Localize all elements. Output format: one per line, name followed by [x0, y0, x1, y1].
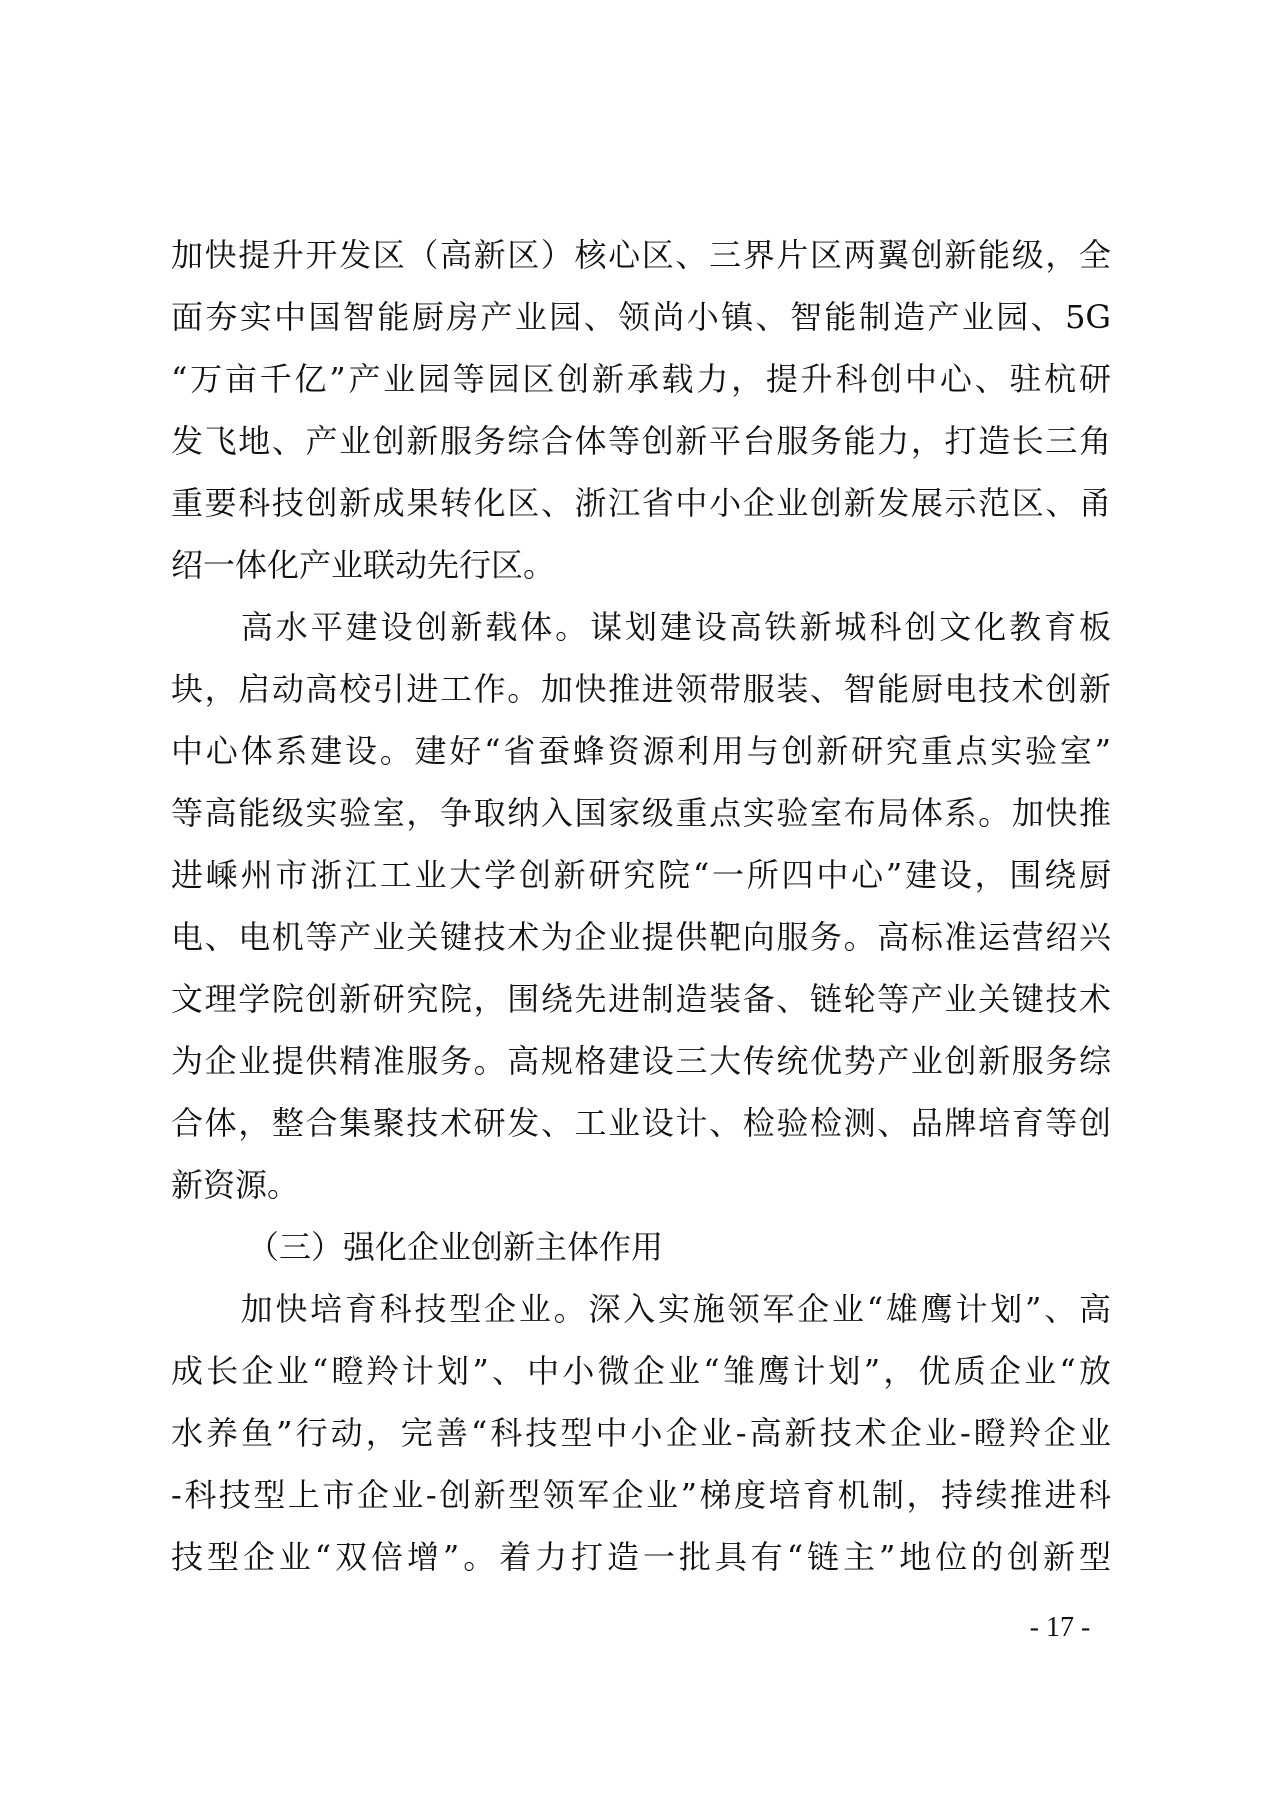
text-line: 等高能级实验室，争取纳入国家级重点实验室布局体系。加快推	[171, 794, 1111, 832]
text-line: 绍一体化产业联动先行区。	[171, 546, 556, 584]
text-line: 发飞地、产业创新服务综合体等创新平台服务能力，打造长三角	[171, 422, 1111, 460]
text-line: 成长企业“瞪羚计划”、中小微企业“雏鹰计划”，优质企业“放	[171, 1352, 1111, 1390]
text-line: 文理学院创新研究院，围绕先进制造装备、链轮等产业关键技术	[171, 980, 1111, 1018]
text-line: 新资源。	[171, 1166, 300, 1204]
text-line: 进嵊州市浙江工业大学创新研究院“一所四中心”建设，围绕厨	[171, 856, 1111, 894]
text-line: 电、电机等产业关键技术为企业提供靶向服务。高标准运营绍兴	[171, 918, 1111, 956]
text-line: -科技型上市企业-创新型领军企业”梯度培育机制，持续推进科	[171, 1476, 1111, 1514]
text-line: 高水平建设创新载体。谋划建设高铁新城科创文化教育板	[171, 608, 1111, 646]
text-line: 合体，整合集聚技术研发、工业设计、检验检测、品牌培育等创	[171, 1104, 1111, 1142]
page-number: - 17 -	[1029, 1612, 1091, 1643]
text-line: 重要科技创新成果转化区、浙江省中小企业创新发展示范区、甬	[171, 484, 1111, 522]
text-line: 面夯实中国智能厨房产业园、领尚小镇、智能制造产业园、5G	[171, 298, 1111, 336]
text-line: 加快培育科技型企业。深入实施领军企业“雄鹰计划”、高	[171, 1290, 1111, 1328]
text-line: 加快提升开发区（高新区）核心区、三界片区两翼创新能级，全	[171, 236, 1111, 274]
text-line: 技型企业“双倍增”。着力打造一批具有“链主”地位的创新型	[171, 1538, 1111, 1576]
text-line: 为企业提供精准服务。高规格建设三大传统优势产业创新服务综	[171, 1042, 1111, 1080]
text-line: 块，启动高校引进工作。加快推进领带服装、智能厨电技术创新	[171, 670, 1111, 708]
text-line: “万亩千亿”产业园等园区创新承载力，提升科创中心、驻杭研	[171, 360, 1111, 398]
body-text	[171, 224, 1111, 1588]
text-line: 水养鱼”行动，完善“科技型中小企业-高新技术企业-瞪羚企业	[171, 1414, 1111, 1452]
text-line: 中心体系建设。建好“省蚕蜂资源利用与创新研究重点实验室”	[171, 732, 1111, 770]
section-heading: （三）强化企业创新主体作用	[247, 1228, 664, 1266]
